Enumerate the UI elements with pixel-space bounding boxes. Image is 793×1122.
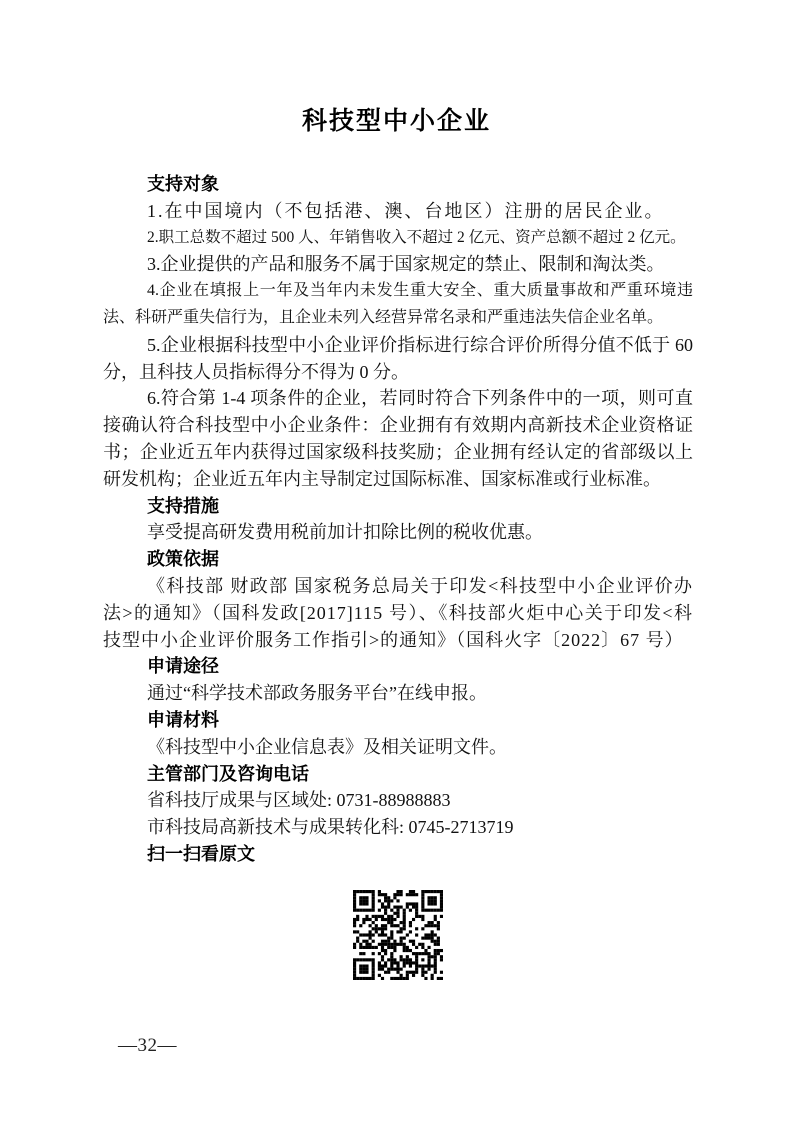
- page-number: —32—: [118, 1035, 177, 1056]
- section-application-channel: [103, 653, 693, 707]
- paragraph-measures: 享受提高研发费用税前加计扣除比例的税收优惠。: [147, 522, 543, 543]
- section-policy-basis: [103, 546, 693, 653]
- section-heading-application-channel: 申请途径: [147, 656, 219, 677]
- paragraph-item-3: 3.企业提供的产品和服务不属于国家规定的禁止、限制和淘汰类。: [147, 254, 665, 275]
- section-support-target: [103, 171, 693, 493]
- paragraph-item-6: 6.符合第 1-4 项条件的企业，若同时符合下列条件中的一项，则可直接确认符合科技型中小企业条件：企业拥有有效期内高新技术企业资格证书；企业近五年内获得过国家级科技奖励；企业拥有经认定的省部级以上研发机构；企业近五年内主导制定过国际标准、国家标准或行业标准。: [103, 388, 693, 489]
- section-heading-scan-original: 扫一扫看原文: [147, 843, 255, 864]
- paragraph-policy-basis: 《科技部 财政部 国家税务总局关于印发<科技型中小企业评价办法>的通知》（国科发政[2017]115 号）、《科技部火炬中心关于印发<科技型中小企业评价服务工作指引>的通知》（国科火字〔2022〕67 号）: [103, 575, 693, 650]
- section-scan-original: [103, 841, 693, 868]
- section-support-measures: [103, 493, 693, 547]
- paragraph-application-channel: 通过“科学技术部政务服务平台”在线申报。: [147, 683, 487, 704]
- paragraph-provincial-phone: 省科技厅成果与区域处: 0731-88988883: [147, 790, 451, 811]
- qr-code-icon: [353, 890, 443, 980]
- document-body: [103, 171, 693, 980]
- section-heading-support-measures: 支持措施: [147, 495, 219, 516]
- paragraph-item-4: 4.企业在填报上一年及当年内未发生重大安全、重大质量事故和严重环境违法、科研严重失信行为，且企业未列入经营异常名录和严重违法失信企业名单。: [103, 282, 693, 326]
- section-application-materials: [103, 707, 693, 761]
- paragraph-item-1: 1.在中国境内（不包括港、澳、台地区）注册的居民企业。: [147, 200, 665, 221]
- paragraph-item-5: 5.企业根据科技型中小企业评价指标进行综合评价所得分值不低于 60 分，且科技人员指标得分不得为 0 分。: [103, 334, 693, 382]
- paragraph-application-materials: 《科技型中小企业信息表》及相关证明文件。: [147, 736, 507, 757]
- paragraph-item-2: 2.职工总数不超过 500 人、年销售收入不超过 2 亿元、资产总额不超过 2 亿元。: [147, 228, 686, 246]
- section-heading-policy-basis: 政策依据: [147, 549, 219, 570]
- page-title: 科技型中小企业: [301, 108, 491, 135]
- section-heading-application-materials: 申请材料: [147, 709, 219, 730]
- paragraph-municipal-phone: 市科技局高新技术与成果转化科: 0745-2713719: [147, 817, 514, 838]
- section-authority-contacts: [103, 761, 693, 841]
- section-heading-authority-contacts: 主管部门及咨询电话: [147, 763, 309, 784]
- section-heading-support-target: 支持对象: [147, 174, 219, 194]
